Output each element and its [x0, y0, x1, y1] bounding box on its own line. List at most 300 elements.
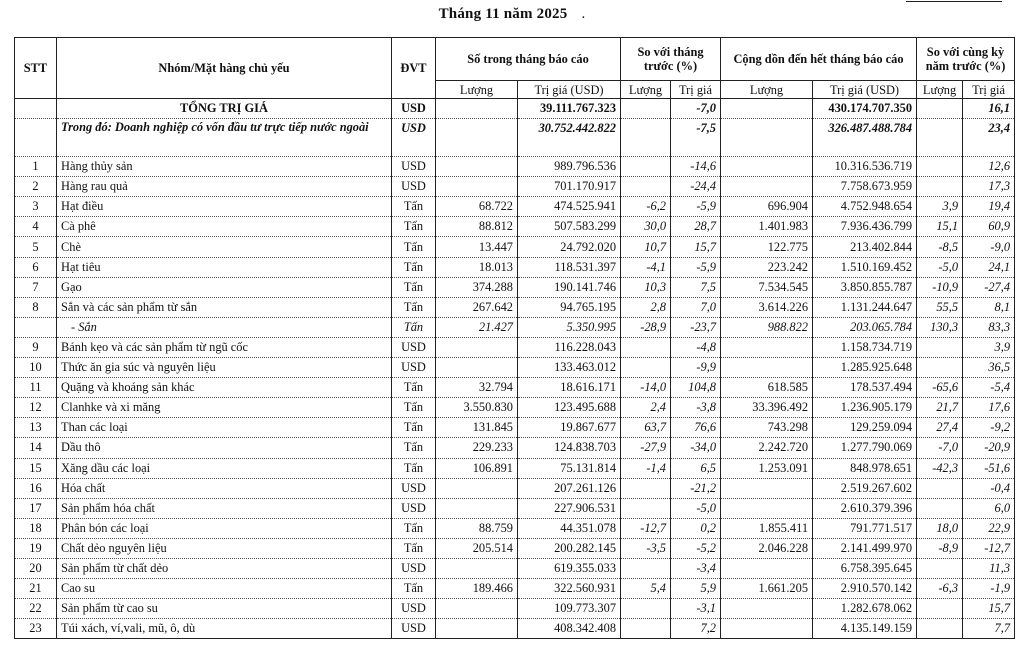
- prev-qty-pct-cell: -1,4: [621, 458, 671, 478]
- cum-qty-cell: 1.855.411: [721, 518, 813, 538]
- prev-qty-pct-cell: [621, 177, 671, 197]
- year-qty-pct-cell: [917, 177, 963, 197]
- item-name-cell: Thức ăn gia súc và nguyên liệu: [57, 358, 392, 378]
- year-value-pct-cell: -1,9: [963, 579, 1015, 599]
- prev-value-pct-cell: -24,4: [671, 177, 721, 197]
- cum-value-cell: 1.131.244.647: [813, 297, 917, 317]
- cum-value-cell: 4.135.149.159: [813, 619, 917, 639]
- year-qty-pct-cell: -7,0: [917, 438, 963, 458]
- cum-value-cell: 7.758.673.959: [813, 177, 917, 197]
- item-name-cell: Gạo: [57, 277, 392, 297]
- stt-cell: [15, 119, 57, 157]
- month-value-cell: 116.228.043: [518, 337, 621, 357]
- stt-cell: 6: [15, 257, 57, 277]
- prev-qty-pct-cell: 63,7: [621, 418, 671, 438]
- table-row: [15, 418, 1015, 438]
- cum-qty-cell: [721, 558, 813, 578]
- unit-cell: Tấn: [392, 538, 436, 558]
- year-value-pct-cell: -9,0: [963, 237, 1015, 257]
- header-vs-prev: So với tháng trước (%): [621, 38, 721, 81]
- cum-value-cell: 2.910.570.142: [813, 579, 917, 599]
- stt-cell: 12: [15, 398, 57, 418]
- unit-cell: Tấn: [392, 257, 436, 277]
- year-qty-pct-cell: 130,3: [917, 317, 963, 337]
- unit-cell: USD: [392, 119, 436, 157]
- item-name-cell: Phân bón các loại: [57, 518, 392, 538]
- table-row: [15, 498, 1015, 518]
- item-name-cell: Bánh kẹo và các sản phẩm từ ngũ cốc: [57, 337, 392, 357]
- month-value-cell: 30.752.442.822: [518, 119, 621, 157]
- table-row: [15, 119, 1015, 157]
- unit-cell: Tấn: [392, 378, 436, 398]
- cum-qty-cell: 122.775: [721, 237, 813, 257]
- unit-cell: Tấn: [392, 398, 436, 418]
- page-title: [0, 6, 1024, 23]
- cum-value-cell: 1.158.734.719: [813, 337, 917, 357]
- year-qty-pct-cell: 18,0: [917, 518, 963, 538]
- year-value-pct-cell: 16,1: [963, 99, 1015, 119]
- cum-value-cell: 6.758.395.645: [813, 558, 917, 578]
- header-prev-value: Trị giá: [671, 81, 721, 99]
- table-row: [15, 619, 1015, 639]
- header-cum-qty: Lượng: [721, 81, 813, 99]
- month-value-cell: 200.282.145: [518, 538, 621, 558]
- table-row: [15, 157, 1015, 177]
- item-name-cell: Sản phẩm từ chất dẻo: [57, 558, 392, 578]
- month-value-cell: 18.616.171: [518, 378, 621, 398]
- item-name-cell: Sắn và các sản phẩm từ sắn: [57, 297, 392, 317]
- export-table: [14, 37, 1015, 639]
- month-value-cell: 190.141.746: [518, 277, 621, 297]
- year-value-pct-cell: -0,4: [963, 478, 1015, 498]
- year-value-pct-cell: 17,3: [963, 177, 1015, 197]
- unit-cell: Tấn: [392, 237, 436, 257]
- prev-value-pct-cell: 7,0: [671, 297, 721, 317]
- year-value-pct-cell: 36,5: [963, 358, 1015, 378]
- prev-value-pct-cell: -9,9: [671, 358, 721, 378]
- header-year-value: Trị giá: [963, 81, 1015, 99]
- header-cumulative: Cộng dồn đến hết tháng báo cáo: [721, 38, 917, 81]
- item-name-cell: Cao su: [57, 579, 392, 599]
- prev-value-pct-cell: -4,8: [671, 337, 721, 357]
- year-qty-pct-cell: [917, 119, 963, 157]
- header-month-value: Trị giá (USD): [518, 81, 621, 99]
- prev-qty-pct-cell: -6,2: [621, 197, 671, 217]
- stt-cell: 23: [15, 619, 57, 639]
- stt-cell: 11: [15, 378, 57, 398]
- cum-qty-cell: [721, 478, 813, 498]
- title-mark: .: [581, 6, 586, 22]
- prev-qty-pct-cell: -27,9: [621, 438, 671, 458]
- prev-qty-pct-cell: [621, 599, 671, 619]
- cum-qty-cell: [721, 99, 813, 119]
- year-qty-pct-cell: -5,0: [917, 257, 963, 277]
- month-qty-cell: 205.514: [436, 538, 518, 558]
- year-value-pct-cell: 7,7: [963, 619, 1015, 639]
- year-value-pct-cell: -20,9: [963, 438, 1015, 458]
- year-value-pct-cell: -5,4: [963, 378, 1015, 398]
- prev-qty-pct-cell: [621, 478, 671, 498]
- cum-value-cell: 1.285.925.648: [813, 358, 917, 378]
- table-row: [15, 558, 1015, 578]
- prev-qty-pct-cell: [621, 619, 671, 639]
- prev-value-pct-cell: -3,1: [671, 599, 721, 619]
- month-qty-cell: 229.233: [436, 438, 518, 458]
- unit-cell: Tấn: [392, 458, 436, 478]
- cum-qty-cell: 7.534.545: [721, 277, 813, 297]
- month-qty-cell: [436, 498, 518, 518]
- year-qty-pct-cell: [917, 498, 963, 518]
- prev-qty-pct-cell: [621, 358, 671, 378]
- month-value-cell: 123.495.688: [518, 398, 621, 418]
- year-qty-pct-cell: -8,9: [917, 538, 963, 558]
- stt-cell: [15, 99, 57, 119]
- cum-value-cell: 1.277.790.069: [813, 438, 917, 458]
- table-row: [15, 599, 1015, 619]
- prev-qty-pct-cell: [621, 99, 671, 119]
- table-row: [15, 197, 1015, 217]
- year-value-pct-cell: 6,0: [963, 498, 1015, 518]
- month-qty-cell: [436, 599, 518, 619]
- stt-cell: 19: [15, 538, 57, 558]
- stt-cell: 8: [15, 297, 57, 317]
- month-value-cell: 94.765.195: [518, 297, 621, 317]
- cum-value-cell: 2.610.379.396: [813, 498, 917, 518]
- stt-cell: 14: [15, 438, 57, 458]
- item-name-cell: Clanhke và xi măng: [57, 398, 392, 418]
- stt-cell: 4: [15, 217, 57, 237]
- header-month: Số trong tháng báo cáo: [436, 38, 621, 81]
- year-qty-pct-cell: 15,1: [917, 217, 963, 237]
- table-row: [15, 438, 1015, 458]
- table-row: [15, 317, 1015, 337]
- cum-value-cell: 7.936.436.799: [813, 217, 917, 237]
- table-row: [15, 177, 1015, 197]
- item-name-cell: Chè: [57, 237, 392, 257]
- month-qty-cell: 18.013: [436, 257, 518, 277]
- month-value-cell: 322.560.931: [518, 579, 621, 599]
- cum-qty-cell: [721, 119, 813, 157]
- item-name-cell: Sản phẩm hóa chất: [57, 498, 392, 518]
- year-value-pct-cell: 60,9: [963, 217, 1015, 237]
- month-qty-cell: 88.812: [436, 217, 518, 237]
- year-value-pct-cell: 83,3: [963, 317, 1015, 337]
- cum-value-cell: 1.510.169.452: [813, 257, 917, 277]
- month-value-cell: 989.796.536: [518, 157, 621, 177]
- stt-cell: 1: [15, 157, 57, 177]
- year-qty-pct-cell: [917, 157, 963, 177]
- prev-value-pct-cell: -23,7: [671, 317, 721, 337]
- header-unit: ĐVT: [392, 38, 436, 99]
- prev-qty-pct-cell: -4,1: [621, 257, 671, 277]
- item-name-cell: Xăng dầu các loại: [57, 458, 392, 478]
- cum-qty-cell: [721, 498, 813, 518]
- prev-qty-pct-cell: -3,5: [621, 538, 671, 558]
- table-row: [15, 358, 1015, 378]
- month-value-cell: 207.261.126: [518, 478, 621, 498]
- unit-cell: Tấn: [392, 518, 436, 538]
- prev-value-pct-cell: -7,0: [671, 99, 721, 119]
- item-name-cell: Dầu thô: [57, 438, 392, 458]
- unit-cell: Tấn: [392, 277, 436, 297]
- prev-value-pct-cell: -34,0: [671, 438, 721, 458]
- item-name-cell: Than các loại: [57, 418, 392, 438]
- year-value-pct-cell: 11,3: [963, 558, 1015, 578]
- year-value-pct-cell: 12,6: [963, 157, 1015, 177]
- prev-value-pct-cell: 6,5: [671, 458, 721, 478]
- cum-value-cell: 213.402.844: [813, 237, 917, 257]
- unit-cell: Tấn: [392, 438, 436, 458]
- month-qty-cell: 189.466: [436, 579, 518, 599]
- stt-cell: 2: [15, 177, 57, 197]
- prev-value-pct-cell: 5,9: [671, 579, 721, 599]
- cum-qty-cell: 1.661.205: [721, 579, 813, 599]
- prev-qty-pct-cell: [621, 558, 671, 578]
- cum-qty-cell: [721, 599, 813, 619]
- item-name-cell: Sản phẩm từ cao su: [57, 599, 392, 619]
- year-value-pct-cell: 24,1: [963, 257, 1015, 277]
- month-qty-cell: [436, 337, 518, 357]
- month-value-cell: 75.131.814: [518, 458, 621, 478]
- year-qty-pct-cell: [917, 558, 963, 578]
- header-year-qty: Lượng: [917, 81, 963, 99]
- unit-cell: USD: [392, 177, 436, 197]
- item-name-cell: Hóa chất: [57, 478, 392, 498]
- prev-value-pct-cell: 7,5: [671, 277, 721, 297]
- table-row: [15, 518, 1015, 538]
- month-qty-cell: 3.550.830: [436, 398, 518, 418]
- stt-cell: [15, 317, 57, 337]
- month-qty-cell: [436, 558, 518, 578]
- prev-qty-pct-cell: [621, 119, 671, 157]
- prev-value-pct-cell: -21,2: [671, 478, 721, 498]
- unit-cell: USD: [392, 478, 436, 498]
- cum-value-cell: 4.752.948.654: [813, 197, 917, 217]
- year-value-pct-cell: 17,6: [963, 398, 1015, 418]
- item-name-cell: Chất dẻo nguyên liệu: [57, 538, 392, 558]
- prev-qty-pct-cell: -14,0: [621, 378, 671, 398]
- stt-cell: 17: [15, 498, 57, 518]
- year-qty-pct-cell: 21,7: [917, 398, 963, 418]
- prev-value-pct-cell: 28,7: [671, 217, 721, 237]
- month-qty-cell: [436, 157, 518, 177]
- month-value-cell: 19.867.677: [518, 418, 621, 438]
- prev-qty-pct-cell: 2,4: [621, 398, 671, 418]
- prev-value-pct-cell: -3,4: [671, 558, 721, 578]
- unit-cell: Tấn: [392, 579, 436, 599]
- prev-qty-pct-cell: 10,7: [621, 237, 671, 257]
- month-value-cell: 133.463.012: [518, 358, 621, 378]
- item-name-cell: Hạt điều: [57, 197, 392, 217]
- prev-qty-pct-cell: 5,4: [621, 579, 671, 599]
- month-value-cell: 227.906.531: [518, 498, 621, 518]
- cum-value-cell: 2.519.267.602: [813, 478, 917, 498]
- prev-value-pct-cell: 0,2: [671, 518, 721, 538]
- item-name-cell: Cà phê: [57, 217, 392, 237]
- cum-value-cell: 203.065.784: [813, 317, 917, 337]
- cum-value-cell: 178.537.494: [813, 378, 917, 398]
- table-row: [15, 398, 1015, 418]
- stt-cell: 15: [15, 458, 57, 478]
- year-value-pct-cell: -51,6: [963, 458, 1015, 478]
- header-stt: STT: [15, 38, 57, 99]
- prev-value-pct-cell: 76,6: [671, 418, 721, 438]
- table-row: [15, 99, 1015, 119]
- month-value-cell: 24.792.020: [518, 237, 621, 257]
- cum-qty-cell: 3.614.226: [721, 297, 813, 317]
- year-value-pct-cell: 3,9: [963, 337, 1015, 357]
- unit-cell: Tấn: [392, 418, 436, 438]
- month-qty-cell: [436, 619, 518, 639]
- table-row: [15, 297, 1015, 317]
- year-qty-pct-cell: -42,3: [917, 458, 963, 478]
- table-row: [15, 538, 1015, 558]
- month-qty-cell: [436, 119, 518, 157]
- item-name-cell: TỔNG TRỊ GIÁ: [57, 99, 392, 119]
- year-value-pct-cell: 15,7: [963, 599, 1015, 619]
- cum-qty-cell: 696.904: [721, 197, 813, 217]
- cum-value-cell: 430.174.707.350: [813, 99, 917, 119]
- stt-cell: 21: [15, 579, 57, 599]
- unit-cell: USD: [392, 358, 436, 378]
- year-qty-pct-cell: [917, 99, 963, 119]
- prev-value-pct-cell: -3,8: [671, 398, 721, 418]
- cum-qty-cell: [721, 337, 813, 357]
- unit-cell: Tấn: [392, 217, 436, 237]
- unit-cell: Tấn: [392, 317, 436, 337]
- year-qty-pct-cell: 55,5: [917, 297, 963, 317]
- month-value-cell: 124.838.703: [518, 438, 621, 458]
- item-name-cell: Túi xách, ví,vali, mũ, ô, dù: [57, 619, 392, 639]
- month-value-cell: 701.170.917: [518, 177, 621, 197]
- prev-value-pct-cell: -5,9: [671, 257, 721, 277]
- month-qty-cell: [436, 358, 518, 378]
- month-qty-cell: [436, 478, 518, 498]
- year-qty-pct-cell: [917, 619, 963, 639]
- cum-qty-cell: 1.401.983: [721, 217, 813, 237]
- stt-cell: 3: [15, 197, 57, 217]
- cum-qty-cell: 33.396.492: [721, 398, 813, 418]
- cum-qty-cell: 2.242.720: [721, 438, 813, 458]
- header-group: Nhóm/Mặt hàng chủ yếu: [57, 38, 392, 99]
- table-row: [15, 337, 1015, 357]
- unit-cell: USD: [392, 558, 436, 578]
- month-value-cell: 44.351.078: [518, 518, 621, 538]
- prev-qty-pct-cell: 30,0: [621, 217, 671, 237]
- header-month-qty: Lượng: [436, 81, 518, 99]
- month-value-cell: 5.350.995: [518, 317, 621, 337]
- prev-qty-pct-cell: -28,9: [621, 317, 671, 337]
- cum-value-cell: 10.316.536.719: [813, 157, 917, 177]
- cum-value-cell: 326.487.488.784: [813, 119, 917, 157]
- month-qty-cell: 267.642: [436, 297, 518, 317]
- unit-cell: USD: [392, 99, 436, 119]
- stt-cell: 10: [15, 358, 57, 378]
- cum-value-cell: 1.282.678.062: [813, 599, 917, 619]
- table-row: [15, 378, 1015, 398]
- header-prev-qty: Lượng: [621, 81, 671, 99]
- month-value-cell: 619.355.033: [518, 558, 621, 578]
- month-value-cell: 474.525.941: [518, 197, 621, 217]
- year-qty-pct-cell: [917, 358, 963, 378]
- header-vs-last-year: So với cùng kỳ năm trước (%): [917, 38, 1015, 81]
- item-name-cell: - Sắn: [57, 317, 392, 337]
- stt-cell: 16: [15, 478, 57, 498]
- year-value-pct-cell: 8,1: [963, 297, 1015, 317]
- prev-qty-pct-cell: 10,3: [621, 277, 671, 297]
- item-name-cell: Hạt tiêu: [57, 257, 392, 277]
- month-qty-cell: 88.759: [436, 518, 518, 538]
- stt-cell: 9: [15, 337, 57, 357]
- cum-value-cell: 848.978.651: [813, 458, 917, 478]
- table-row: [15, 458, 1015, 478]
- cum-qty-cell: 1.253.091: [721, 458, 813, 478]
- year-qty-pct-cell: -65,6: [917, 378, 963, 398]
- cum-value-cell: 1.236.905.179: [813, 398, 917, 418]
- cum-value-cell: 791.771.517: [813, 518, 917, 538]
- month-value-cell: 408.342.408: [518, 619, 621, 639]
- cum-qty-cell: 988.822: [721, 317, 813, 337]
- cum-qty-cell: [721, 358, 813, 378]
- item-name-cell: Quặng và khoáng sản khác: [57, 378, 392, 398]
- year-qty-pct-cell: 3,9: [917, 197, 963, 217]
- unit-cell: USD: [392, 619, 436, 639]
- month-qty-cell: 131.845: [436, 418, 518, 438]
- year-qty-pct-cell: [917, 337, 963, 357]
- month-value-cell: 507.583.299: [518, 217, 621, 237]
- prev-value-pct-cell: -5,0: [671, 498, 721, 518]
- header-cum-value: Trị giá (USD): [813, 81, 917, 99]
- cum-qty-cell: [721, 177, 813, 197]
- table-row: [15, 579, 1015, 599]
- month-qty-cell: [436, 177, 518, 197]
- stt-cell: 22: [15, 599, 57, 619]
- table-body: [15, 99, 1015, 639]
- item-name-cell: Hàng rau quả: [57, 177, 392, 197]
- year-qty-pct-cell: -10,9: [917, 277, 963, 297]
- stt-cell: 13: [15, 418, 57, 438]
- item-name-cell: Hàng thủy sản: [57, 157, 392, 177]
- prev-value-pct-cell: 7,2: [671, 619, 721, 639]
- year-value-pct-cell: -12,7: [963, 538, 1015, 558]
- month-qty-cell: 374.288: [436, 277, 518, 297]
- year-value-pct-cell: -9,2: [963, 418, 1015, 438]
- month-value-cell: 109.773.307: [518, 599, 621, 619]
- prev-value-pct-cell: -5,9: [671, 197, 721, 217]
- month-value-cell: 39.111.767.323: [518, 99, 621, 119]
- cum-qty-cell: [721, 157, 813, 177]
- year-value-pct-cell: -27,4: [963, 277, 1015, 297]
- table-row: [15, 277, 1015, 297]
- top-right-rule: [906, 1, 1002, 2]
- month-qty-cell: [436, 99, 518, 119]
- year-value-pct-cell: 22,9: [963, 518, 1015, 538]
- prev-value-pct-cell: 104,8: [671, 378, 721, 398]
- item-name-cell: Trong đó: Doanh nghiệp có vốn đầu tư trực tiếp nước ngoài: [57, 119, 392, 157]
- unit-cell: USD: [392, 337, 436, 357]
- table-row: [15, 478, 1015, 498]
- unit-cell: USD: [392, 498, 436, 518]
- month-qty-cell: 68.722: [436, 197, 518, 217]
- stt-cell: 7: [15, 277, 57, 297]
- year-value-pct-cell: 23,4: [963, 119, 1015, 157]
- prev-value-pct-cell: 15,7: [671, 237, 721, 257]
- stt-cell: 5: [15, 237, 57, 257]
- year-qty-pct-cell: -8,5: [917, 237, 963, 257]
- month-qty-cell: 21.427: [436, 317, 518, 337]
- title-text: Tháng 11 năm 2025: [438, 6, 568, 22]
- table-row: [15, 237, 1015, 257]
